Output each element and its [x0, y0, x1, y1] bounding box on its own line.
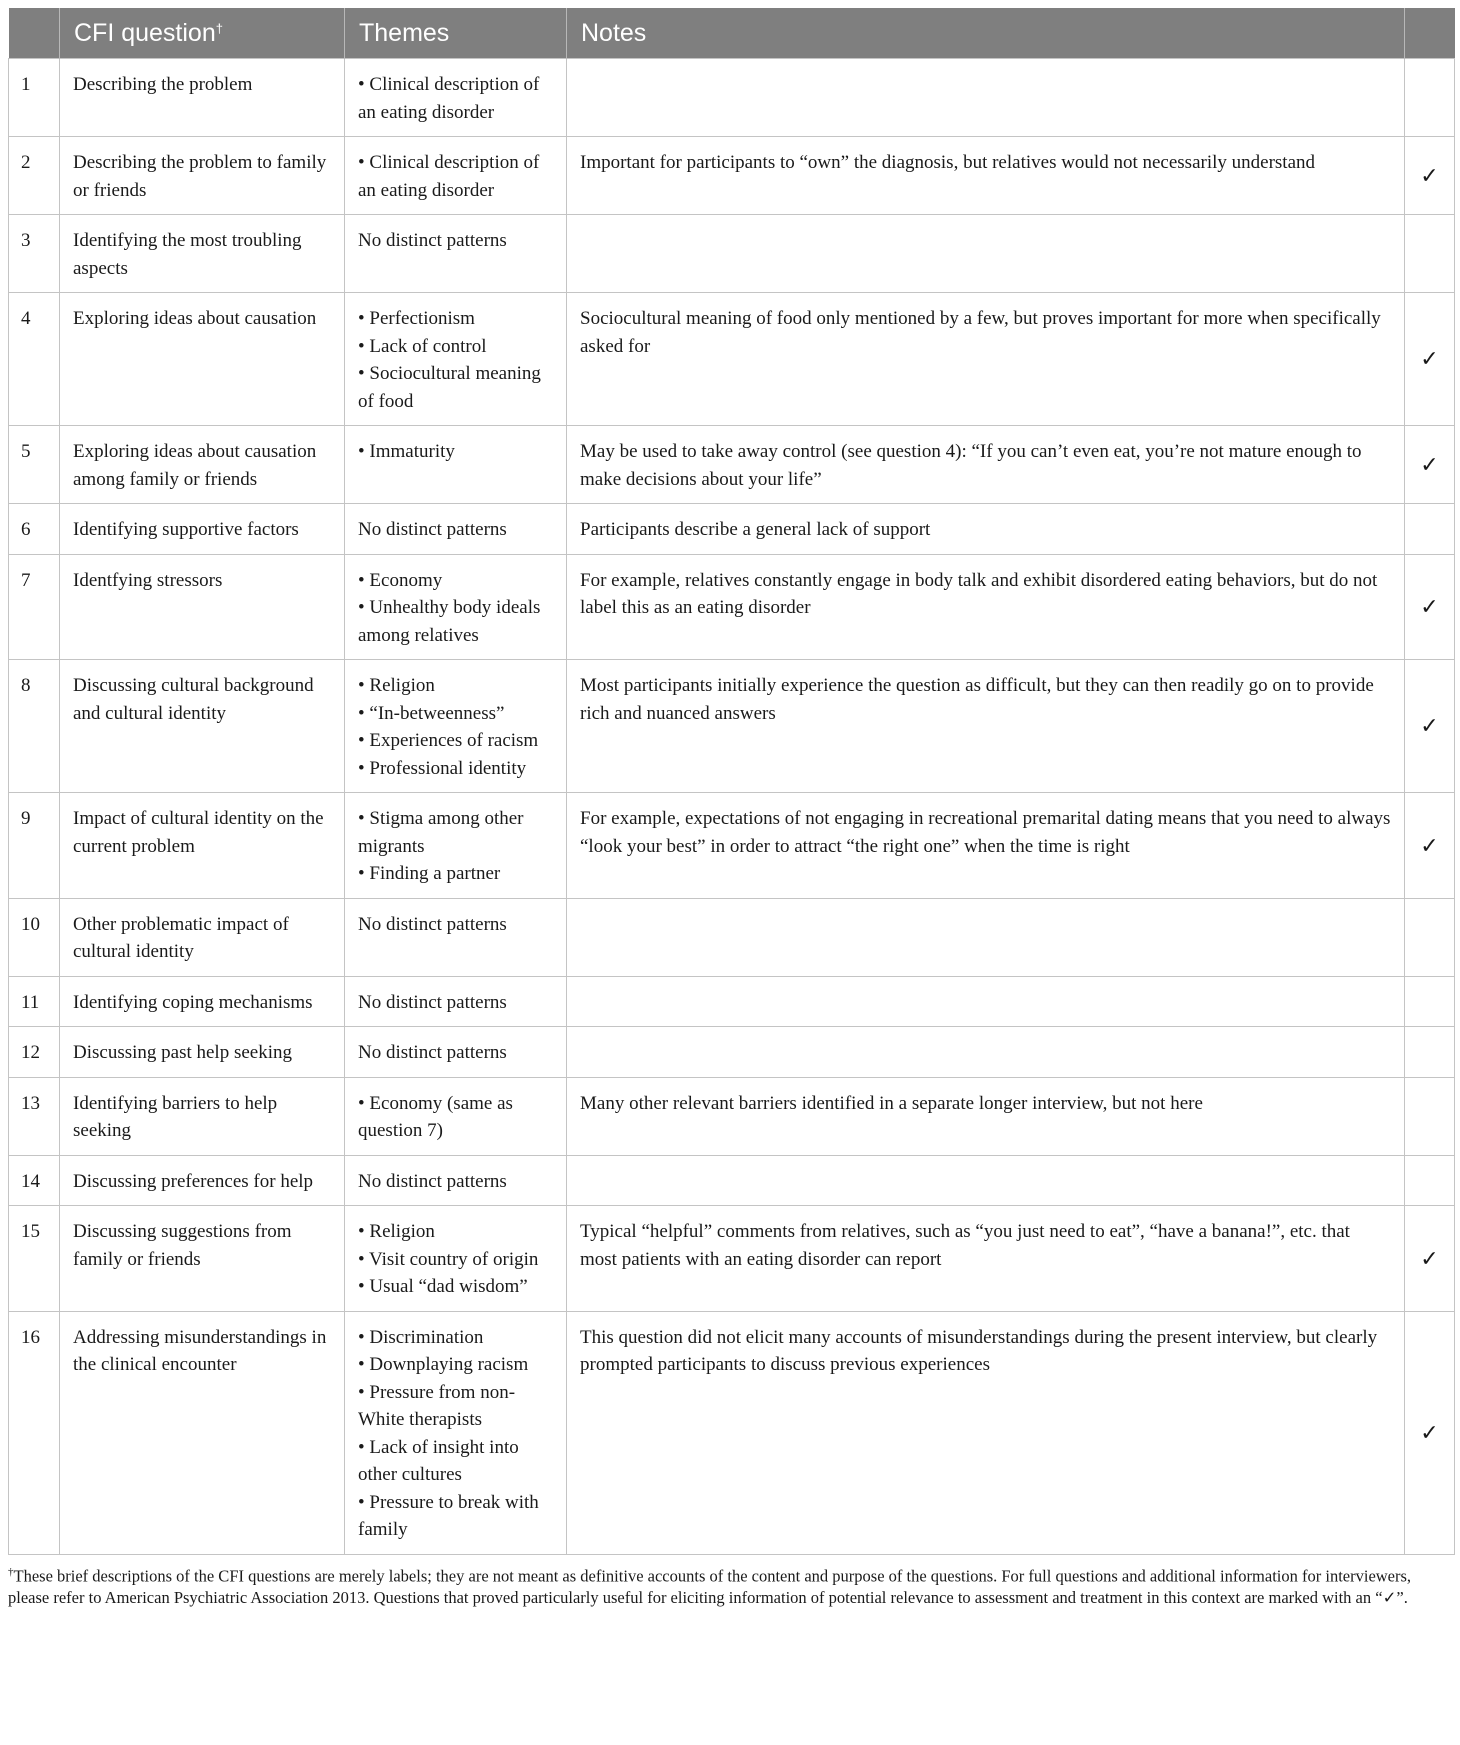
- row-themes: [345, 426, 567, 504]
- theme-item: • Discrimination: [358, 1326, 484, 1348]
- row-checkmark: ✓: [1405, 660, 1455, 793]
- row-number: 5: [9, 426, 60, 504]
- row-themes: [345, 1077, 567, 1155]
- row-themes: [345, 793, 567, 899]
- table-row: [9, 1027, 1455, 1078]
- theme-item: • Experiences of racism: [358, 730, 539, 751]
- row-notes: Participants describe a general lack of support: [567, 504, 1405, 555]
- row-number: 16: [9, 1311, 60, 1554]
- row-notes: For example, relatives constantly engage in body talk and exhibit disordered eating behaviors, but do not label this as an eating disorder: [567, 554, 1405, 660]
- row-question: Exploring ideas about causation among family or friends: [60, 426, 345, 504]
- theme-item: • Visit country of origin: [358, 1248, 539, 1270]
- row-notes: Typical “helpful” comments from relatives, such as “you just need to eat”, “have a banana!”, etc. that most patients with an eating disorder can report: [567, 1206, 1405, 1312]
- table-row: [9, 554, 1455, 660]
- row-themes: [345, 898, 567, 976]
- row-checkmark: ✓: [1405, 426, 1455, 504]
- theme-item: • “In-betweenness”: [358, 702, 505, 724]
- row-checkmark: [1405, 898, 1455, 976]
- theme-item: • Clinical description of an eating disorder: [358, 74, 540, 123]
- row-notes: [567, 898, 1405, 976]
- header-themes: Themes: [345, 8, 567, 59]
- row-checkmark: ✓: [1405, 1206, 1455, 1312]
- row-checkmark: ✓: [1405, 1311, 1455, 1554]
- header-notes: Notes: [567, 8, 1405, 59]
- row-question: Identifying barriers to help seeking: [60, 1077, 345, 1155]
- theme-item: • Clinical description of an eating disorder: [358, 152, 540, 201]
- footnote-text: These brief descriptions of the CFI questions are merely labels; they are not meant as definitive accounts of the content and purpose of the questions. For full questions and additional information for interviewers, please refer to American Psychiatric Association 2013. Questions that proved particularly useful for eliciting information of potential relevance to assessment and treatment in this context are marked with an “✓”.: [8, 1566, 1412, 1607]
- row-checkmark: ✓: [1405, 293, 1455, 426]
- row-number: 9: [9, 793, 60, 899]
- table-row: [9, 215, 1455, 293]
- row-number: 7: [9, 554, 60, 660]
- theme-item: • Professional identity: [358, 757, 527, 779]
- row-notes: [567, 1155, 1405, 1206]
- row-number: 1: [9, 59, 60, 137]
- table-row: [9, 504, 1455, 555]
- row-question: Exploring ideas about causation: [60, 293, 345, 426]
- theme-item: • Perfectionism: [358, 308, 475, 329]
- table-row: [9, 898, 1455, 976]
- table-row: [9, 1155, 1455, 1206]
- row-themes: [345, 660, 567, 793]
- theme-item: • Economy: [358, 569, 443, 591]
- theme-item: No distinct patterns: [358, 1042, 507, 1063]
- row-themes: [345, 504, 567, 555]
- row-number: 10: [9, 898, 60, 976]
- header-dagger: †: [215, 20, 223, 36]
- theme-item: No distinct patterns: [358, 991, 507, 1013]
- row-question: Discussing cultural background and cultural identity: [60, 660, 345, 793]
- row-checkmark: [1405, 976, 1455, 1027]
- row-number: 6: [9, 504, 60, 555]
- row-question: Addressing misunderstandings in the clinical encounter: [60, 1311, 345, 1554]
- row-checkmark: [1405, 504, 1455, 555]
- row-notes: Important for participants to “own” the diagnosis, but relatives would not necessarily understand: [567, 137, 1405, 215]
- row-notes: [567, 976, 1405, 1027]
- table-row: [9, 976, 1455, 1027]
- table-row: [9, 1077, 1455, 1155]
- row-question: Describing the problem: [60, 59, 345, 137]
- table-row: [9, 59, 1455, 137]
- table-row: [9, 137, 1455, 215]
- theme-item: • Immaturity: [358, 441, 455, 462]
- row-notes: Many other relevant barriers identified in a separate longer interview, but not here: [567, 1077, 1405, 1155]
- theme-item: • Pressure to break with family: [358, 1491, 539, 1540]
- row-checkmark: [1405, 1155, 1455, 1206]
- row-checkmark: ✓: [1405, 793, 1455, 899]
- theme-item: No distinct patterns: [358, 913, 507, 935]
- row-number: 11: [9, 976, 60, 1027]
- row-question: Identifying coping mechanisms: [60, 976, 345, 1027]
- header-cfi-question: [60, 8, 345, 59]
- table-row: [9, 660, 1455, 793]
- theme-item: • Lack of control: [358, 335, 487, 357]
- theme-item: • Stigma among other migrants: [358, 808, 524, 857]
- row-themes: [345, 976, 567, 1027]
- row-question: Identfying stressors: [60, 554, 345, 660]
- table-row: [9, 293, 1455, 426]
- row-notes: May be used to take away control (see question 4): “If you can’t even eat, you’re not mature enough to make decisions about your life”: [567, 426, 1405, 504]
- row-number: 12: [9, 1027, 60, 1078]
- row-question: Identifying supportive factors: [60, 504, 345, 555]
- theme-item: No distinct patterns: [358, 230, 507, 251]
- row-checkmark: [1405, 215, 1455, 293]
- row-number: 4: [9, 293, 60, 426]
- row-themes: [345, 59, 567, 137]
- row-number: 14: [9, 1155, 60, 1206]
- row-number: 3: [9, 215, 60, 293]
- row-themes: [345, 293, 567, 426]
- header-row: [9, 8, 1455, 59]
- table-row: [9, 793, 1455, 899]
- row-question: Discussing past help seeking: [60, 1027, 345, 1078]
- row-question: Describing the problem to family or friends: [60, 137, 345, 215]
- row-themes: [345, 1206, 567, 1312]
- table-row: [9, 1206, 1455, 1312]
- row-themes: [345, 1155, 567, 1206]
- theme-item: • Usual “dad wisdom”: [358, 1276, 528, 1297]
- theme-item: • Economy (same as question 7): [358, 1092, 513, 1141]
- row-notes: Most participants initially experience the question as difficult, but they can then readily go on to provide rich and nuanced answers: [567, 660, 1405, 793]
- row-checkmark: [1405, 59, 1455, 137]
- theme-item: • Downplaying racism: [358, 1354, 529, 1375]
- header-cfi-question-label: CFI question: [74, 18, 216, 47]
- row-notes: This question did not elicit many accounts of misunderstandings during the present interview, but clearly prompted participants to discuss previous experiences: [567, 1311, 1405, 1554]
- table-row: [9, 426, 1455, 504]
- row-notes: [567, 215, 1405, 293]
- row-checkmark: ✓: [1405, 554, 1455, 660]
- row-number: 13: [9, 1077, 60, 1155]
- row-question: Discussing suggestions from family or friends: [60, 1206, 345, 1312]
- row-themes: [345, 215, 567, 293]
- row-number: 15: [9, 1206, 60, 1312]
- row-notes: [567, 1027, 1405, 1078]
- row-notes: Sociocultural meaning of food only mentioned by a few, but proves important for more when specifically asked for: [567, 293, 1405, 426]
- row-themes: [345, 137, 567, 215]
- table-footnote: [8, 1561, 1454, 1610]
- footnote-dagger: †: [8, 1565, 14, 1578]
- row-checkmark: [1405, 1077, 1455, 1155]
- row-question: Impact of cultural identity on the current problem: [60, 793, 345, 899]
- theme-item: • Religion: [358, 1221, 435, 1242]
- cfi-table: [8, 8, 1455, 1555]
- theme-item: No distinct patterns: [358, 519, 507, 540]
- row-themes: [345, 1027, 567, 1078]
- row-question: Identifying the most troubling aspects: [60, 215, 345, 293]
- row-notes: [567, 59, 1405, 137]
- row-number: 8: [9, 660, 60, 793]
- theme-item: No distinct patterns: [358, 1170, 507, 1192]
- theme-item: • Finding a partner: [358, 863, 501, 884]
- theme-item: • Sociocultural meaning of food: [358, 363, 541, 412]
- theme-item: • Lack of insight into other cultures: [358, 1436, 519, 1485]
- theme-item: • Unhealthy body ideals among relatives: [358, 597, 541, 646]
- header-mark: [1405, 8, 1455, 59]
- row-checkmark: [1405, 1027, 1455, 1078]
- row-checkmark: ✓: [1405, 137, 1455, 215]
- table-container: [8, 8, 1454, 1609]
- row-notes: For example, expectations of not engaging in recreational premarital dating means that you need to always “look your best” in order to attract “the right one” when the time is right: [567, 793, 1405, 899]
- row-question: Other problematic impact of cultural identity: [60, 898, 345, 976]
- header-number: [9, 8, 60, 59]
- theme-item: • Pressure from non-White therapists: [358, 1381, 516, 1430]
- theme-item: • Religion: [358, 675, 435, 696]
- row-themes: [345, 554, 567, 660]
- table-row: [9, 1311, 1455, 1554]
- row-themes: [345, 1311, 567, 1554]
- row-number: 2: [9, 137, 60, 215]
- row-question: Discussing preferences for help: [60, 1155, 345, 1206]
